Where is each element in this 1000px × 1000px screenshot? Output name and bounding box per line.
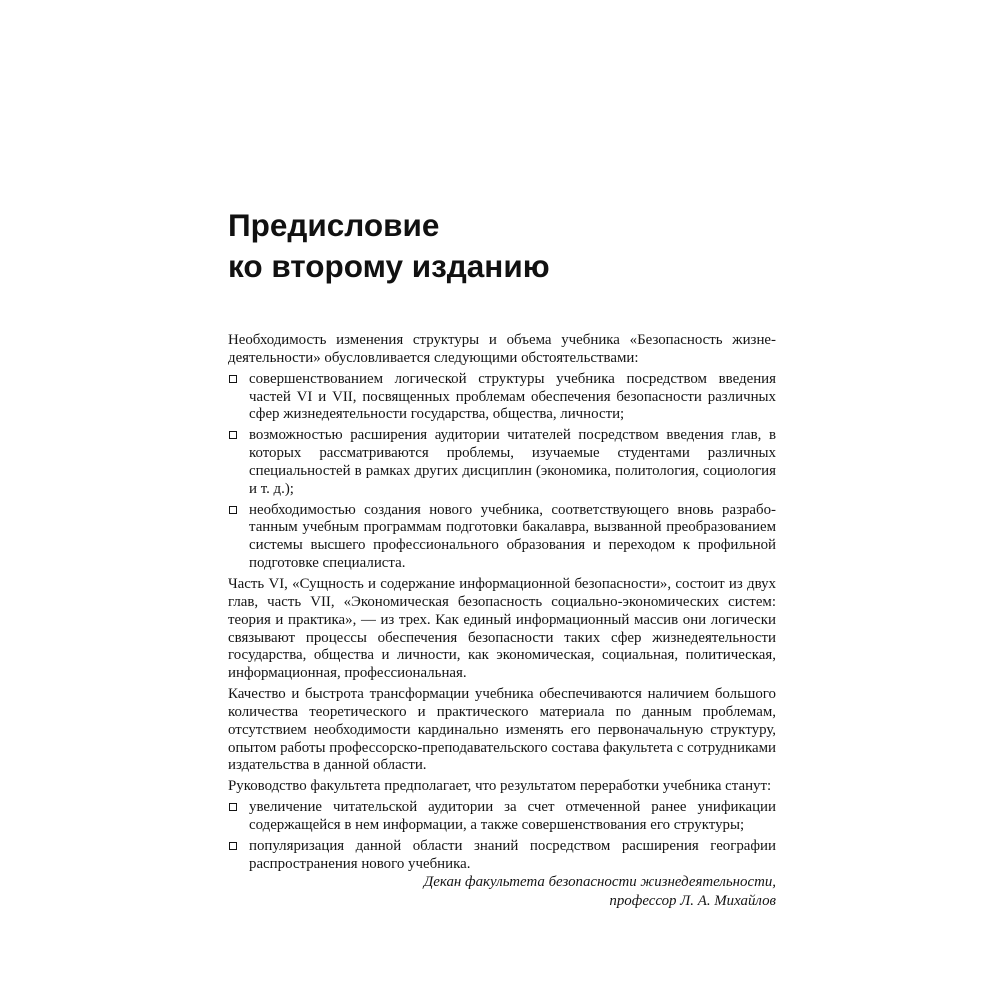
results-list <box>228 799 776 873</box>
checkbox-bullet-icon <box>229 842 237 850</box>
quality-paragraph: Качество и быстрота трансформации учебника обеспечиваются наличием большого количества теоретического и практического материала по данным проблемам, отсутствием необходимости кардинально изменять его первоначальную структуру, опытом работы профессорско-преподавательского состава факультета с сотрудниками издательства в данной области. <box>228 686 776 774</box>
list-item-text: возможностью расширения аудитории читателей посредством введения глав, в которых рассматриваются проблемы, изучаемые студентами различных специальностей в рамках других дисциплин (экономика, политология, социология и т. д.); <box>249 427 776 497</box>
list-item-text: увеличение читательской аудитории за счет отмеченной ранее унификации содержащейся в нем информации, а также совершенствования его структуры; <box>249 799 776 833</box>
checkbox-bullet-icon <box>229 803 237 811</box>
list-item-text: необходимостью создания нового учебника, соответствующего вновь разработанным учебным программам подготовки бакалавра, вызванной преобразованием системы высшего профессионального образования и переходом к профильной подготовке специалиста. <box>249 501 776 572</box>
results-paragraph: Руководство факультета предполагает, что результатом переработки учебника станут: <box>228 778 772 795</box>
list-item-text: популяризация данной области знаний посредством расширения географии распространения нового учебника. <box>249 837 776 872</box>
signature-position: Декан факультета безопасности жизнедеятельности, <box>423 874 776 890</box>
list-item-text: совершенствованием логической структуры учебника посредством введения частей VI и VII, посвященных проблемам обеспечения безопасности различных сфер жизнедеятельности государства, общества, личности; <box>249 370 776 423</box>
list-item <box>228 371 776 425</box>
checkbox-bullet-icon <box>229 431 237 439</box>
title-line-1: Предисловие <box>228 207 440 243</box>
reasons-list <box>228 371 776 573</box>
checkbox-bullet-icon <box>229 375 237 383</box>
preface-body <box>228 332 776 873</box>
parts-paragraph: Часть VI, «Сущность и содержание информационной безопасности», состоит из двух глав, часть VII, «Экономическая безопасность социально-экономических систем: теория и практика», — из трех. Как единый информационный массив они логически связывают процессы обеспечения безопасности таких сфер жизнедеятельности государства, общества и личности, как экономическая, социальная, политическая, информационная, профессиональная. <box>228 575 776 682</box>
signature-name: профессор Л. А. Михайлов <box>609 893 776 909</box>
list-item <box>228 502 776 573</box>
title-line-2: ко второму изданию <box>228 248 550 284</box>
list-item <box>228 838 776 874</box>
checkbox-bullet-icon <box>229 506 237 514</box>
signature <box>424 873 776 911</box>
list-item <box>228 427 776 498</box>
intro-paragraph: Необходимость изменения структуры и объема учебника «Безопасность жизнедеятельности» обусловливается следующими обстоятельствами: <box>228 332 776 366</box>
list-item <box>228 799 776 835</box>
page-title <box>228 205 550 287</box>
